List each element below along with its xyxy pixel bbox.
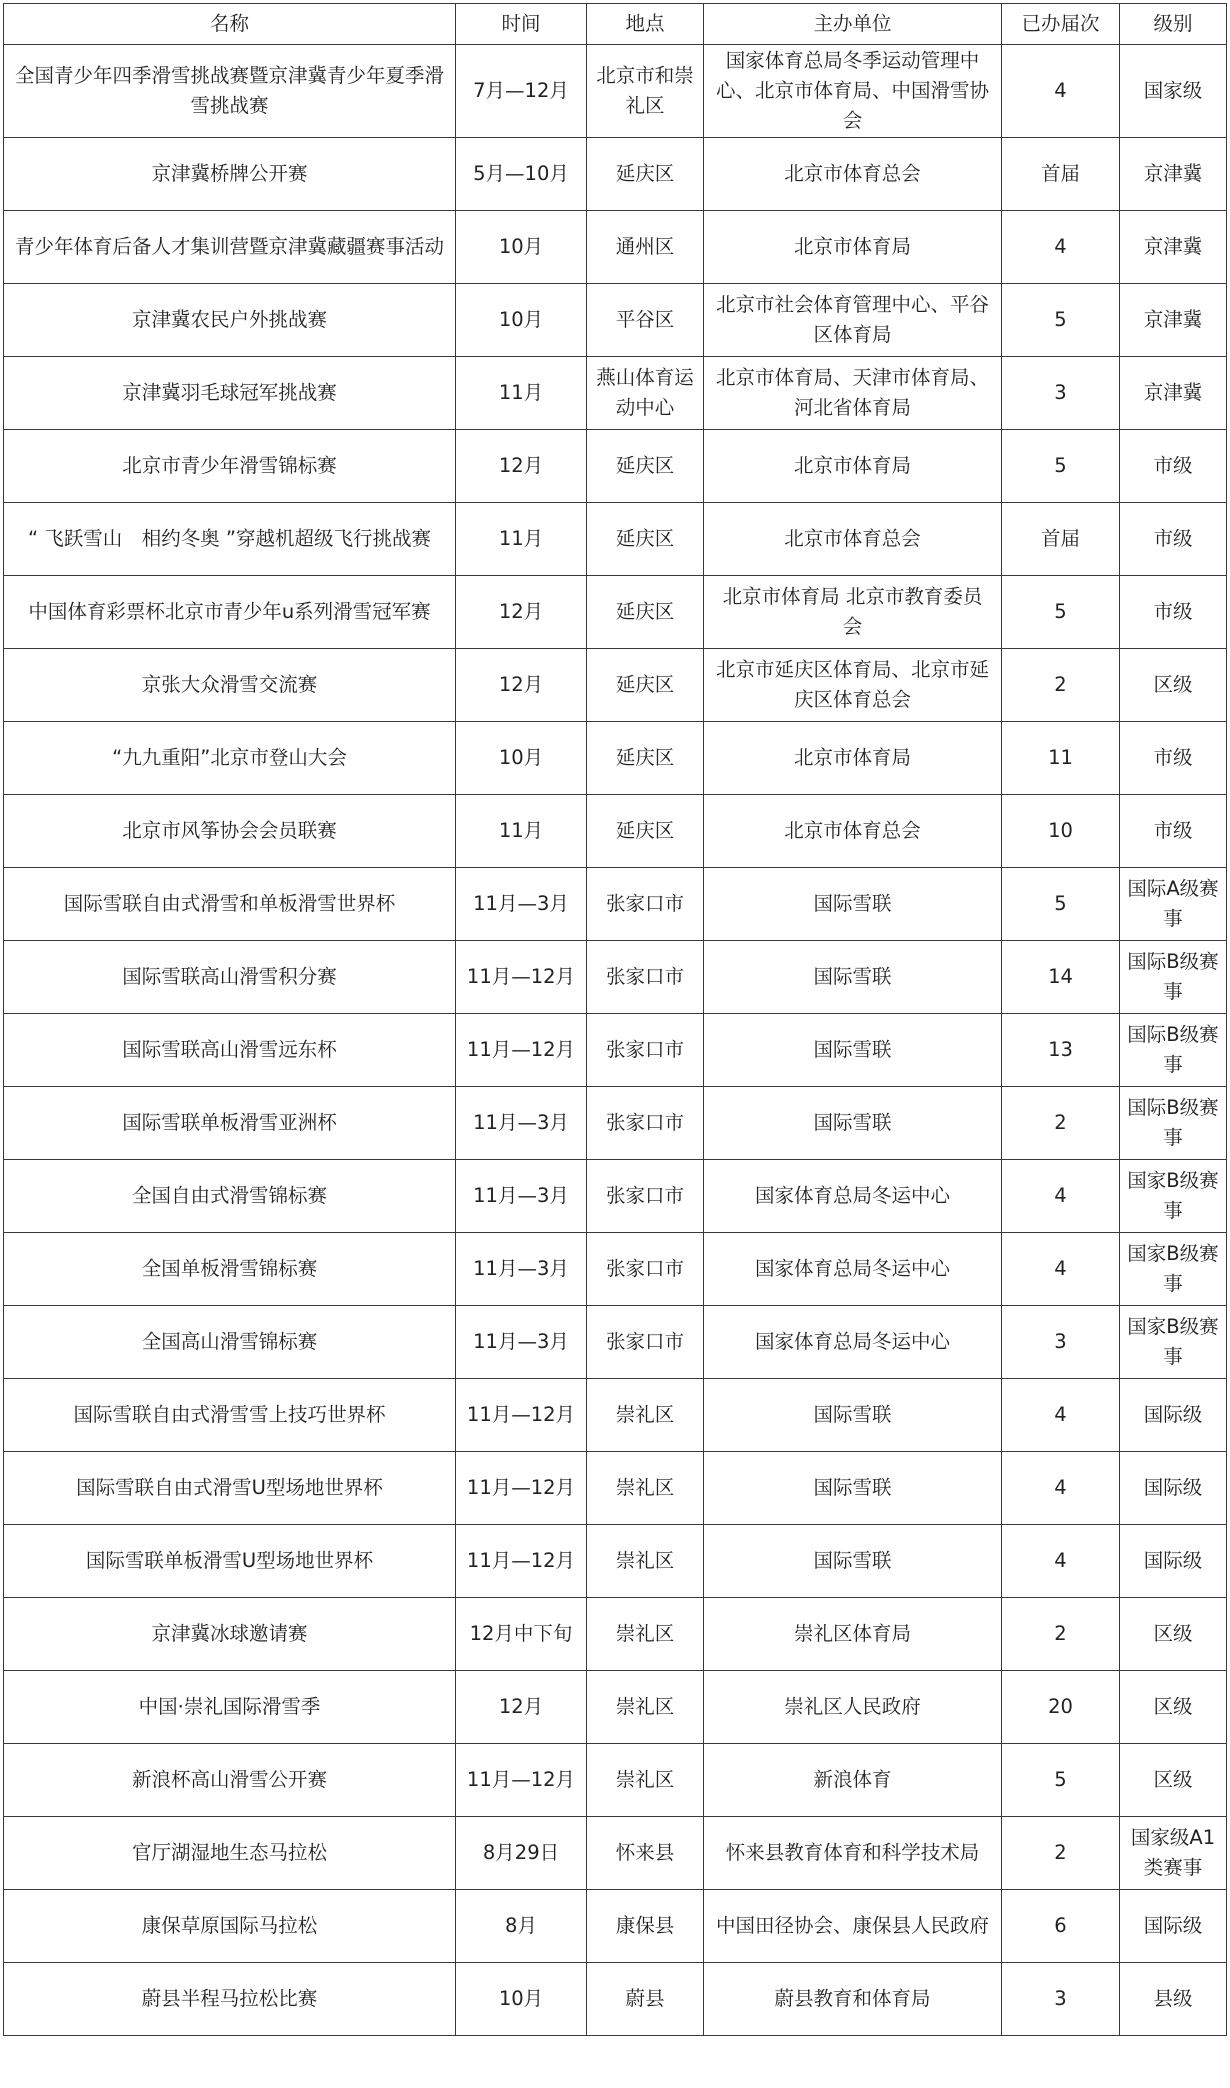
event-editions-cell: 4 xyxy=(1002,1233,1120,1306)
event-place-cell: 崇礼区 xyxy=(587,1379,704,1452)
event-place-cell: 通州区 xyxy=(587,211,704,284)
event-name-cell: 国际雪联自由式滑雪U型场地世界杯 xyxy=(4,1452,456,1525)
event-organizer-cell: 国际雪联 xyxy=(704,1014,1002,1087)
event-organizer-cell: 蔚县教育和体育局 xyxy=(704,1963,1002,2036)
event-name-cell: 官厅湖湿地生态马拉松 xyxy=(4,1817,456,1890)
event-organizer-cell: 北京市体育局 xyxy=(704,211,1002,284)
event-place-cell: 张家口市 xyxy=(587,1306,704,1379)
event-time-cell: 12月 xyxy=(456,430,587,503)
event-name-cell: 国际雪联高山滑雪积分赛 xyxy=(4,941,456,1014)
event-time-cell: 11月 xyxy=(456,357,587,430)
event-organizer-cell: 国家体育总局冬运中心 xyxy=(704,1160,1002,1233)
event-time-cell: 7月—12月 xyxy=(456,45,587,138)
event-place-cell: 张家口市 xyxy=(587,1160,704,1233)
event-place-cell: 延庆区 xyxy=(587,138,704,211)
event-editions-cell: 14 xyxy=(1002,941,1120,1014)
table-row xyxy=(4,1233,1227,1306)
event-name-cell: 京津冀桥牌公开赛 xyxy=(4,138,456,211)
event-time-cell: 10月 xyxy=(456,722,587,795)
table-row xyxy=(4,284,1227,357)
event-editions-cell: 2 xyxy=(1002,649,1120,722)
event-place-cell: 燕山体育运动中心 xyxy=(587,357,704,430)
event-editions-cell: 6 xyxy=(1002,1890,1120,1963)
table-row xyxy=(4,357,1227,430)
events-table xyxy=(3,3,1227,2036)
event-name-cell: 国际雪联单板滑雪亚洲杯 xyxy=(4,1087,456,1160)
event-organizer-cell: 北京市体育总会 xyxy=(704,138,1002,211)
event-level-cell: 国家B级赛事 xyxy=(1120,1233,1227,1306)
event-name-cell: 全国自由式滑雪锦标赛 xyxy=(4,1160,456,1233)
event-place-cell: 怀来县 xyxy=(587,1817,704,1890)
event-place-cell: 北京市和崇礼区 xyxy=(587,45,704,138)
event-organizer-cell: 崇礼区体育局 xyxy=(704,1598,1002,1671)
event-editions-cell: 4 xyxy=(1002,1160,1120,1233)
event-time-cell: 10月 xyxy=(456,211,587,284)
event-organizer-cell: 国际雪联 xyxy=(704,941,1002,1014)
header-level: 级别 xyxy=(1120,4,1227,45)
header-place: 地点 xyxy=(587,4,704,45)
event-level-cell: 区级 xyxy=(1120,649,1227,722)
event-place-cell: 平谷区 xyxy=(587,284,704,357)
table-body xyxy=(4,45,1227,2036)
event-level-cell: 国际B级赛事 xyxy=(1120,1014,1227,1087)
header-editions: 已办届次 xyxy=(1002,4,1120,45)
event-organizer-cell: 怀来县教育体育和科学技术局 xyxy=(704,1817,1002,1890)
table-row xyxy=(4,430,1227,503)
table-row xyxy=(4,1890,1227,1963)
event-place-cell: 崇礼区 xyxy=(587,1744,704,1817)
event-editions-cell: 首届 xyxy=(1002,503,1120,576)
table-row xyxy=(4,1525,1227,1598)
event-name-cell: 京张大众滑雪交流赛 xyxy=(4,649,456,722)
event-name-cell: 青少年体育后备人才集训营暨京津冀藏疆赛事活动 xyxy=(4,211,456,284)
event-editions-cell: 13 xyxy=(1002,1014,1120,1087)
event-time-cell: 11月—3月 xyxy=(456,1087,587,1160)
event-place-cell: 延庆区 xyxy=(587,649,704,722)
event-organizer-cell: 北京市体育局、天津市体育局、河北省体育局 xyxy=(704,357,1002,430)
event-organizer-cell: 北京市体育总会 xyxy=(704,795,1002,868)
event-editions-cell: 3 xyxy=(1002,1306,1120,1379)
event-place-cell: 康保县 xyxy=(587,1890,704,1963)
event-organizer-cell: 北京市体育总会 xyxy=(704,503,1002,576)
event-level-cell: 国际级 xyxy=(1120,1452,1227,1525)
event-level-cell: 国家B级赛事 xyxy=(1120,1160,1227,1233)
event-time-cell: 12月中下旬 xyxy=(456,1598,587,1671)
event-editions-cell: 5 xyxy=(1002,430,1120,503)
event-place-cell: 崇礼区 xyxy=(587,1525,704,1598)
event-level-cell: 京津冀 xyxy=(1120,357,1227,430)
event-time-cell: 12月 xyxy=(456,576,587,649)
event-place-cell: 张家口市 xyxy=(587,1233,704,1306)
event-time-cell: 11月—12月 xyxy=(456,1744,587,1817)
event-level-cell: 国际级 xyxy=(1120,1890,1227,1963)
event-level-cell: 京津冀 xyxy=(1120,138,1227,211)
event-level-cell: 国际B级赛事 xyxy=(1120,941,1227,1014)
event-place-cell: 张家口市 xyxy=(587,1014,704,1087)
event-place-cell: 延庆区 xyxy=(587,503,704,576)
event-place-cell: 延庆区 xyxy=(587,722,704,795)
event-name-cell: 北京市风筝协会会员联赛 xyxy=(4,795,456,868)
header-time: 时间 xyxy=(456,4,587,45)
event-name-cell: 全国单板滑雪锦标赛 xyxy=(4,1233,456,1306)
event-name-cell: “九九重阳”北京市登山大会 xyxy=(4,722,456,795)
event-editions-cell: 5 xyxy=(1002,284,1120,357)
event-name-cell: 国际雪联自由式滑雪和单板滑雪世界杯 xyxy=(4,868,456,941)
event-level-cell: 市级 xyxy=(1120,722,1227,795)
event-level-cell: 区级 xyxy=(1120,1744,1227,1817)
table-row xyxy=(4,1744,1227,1817)
event-place-cell: 延庆区 xyxy=(587,576,704,649)
event-editions-cell: 3 xyxy=(1002,357,1120,430)
table-row xyxy=(4,1379,1227,1452)
event-organizer-cell: 国际雪联 xyxy=(704,868,1002,941)
table-row xyxy=(4,868,1227,941)
event-editions-cell: 5 xyxy=(1002,868,1120,941)
event-editions-cell: 2 xyxy=(1002,1598,1120,1671)
event-level-cell: 京津冀 xyxy=(1120,211,1227,284)
event-place-cell: 张家口市 xyxy=(587,868,704,941)
event-place-cell: 延庆区 xyxy=(587,795,704,868)
event-editions-cell: 10 xyxy=(1002,795,1120,868)
table-row xyxy=(4,1087,1227,1160)
event-name-cell: “ 飞跃雪山 相约冬奥 ”穿越机超级飞行挑战赛 xyxy=(4,503,456,576)
event-level-cell: 京津冀 xyxy=(1120,284,1227,357)
table-row xyxy=(4,1817,1227,1890)
table-row xyxy=(4,1160,1227,1233)
event-level-cell: 国家级 xyxy=(1120,45,1227,138)
event-name-cell: 京津冀农民户外挑战赛 xyxy=(4,284,456,357)
event-time-cell: 11月—12月 xyxy=(456,941,587,1014)
table-row xyxy=(4,795,1227,868)
event-level-cell: 国际级 xyxy=(1120,1379,1227,1452)
event-editions-cell: 4 xyxy=(1002,211,1120,284)
event-editions-cell: 4 xyxy=(1002,45,1120,138)
event-editions-cell: 首届 xyxy=(1002,138,1120,211)
event-editions-cell: 11 xyxy=(1002,722,1120,795)
event-level-cell: 市级 xyxy=(1120,430,1227,503)
event-name-cell: 新浪杯高山滑雪公开赛 xyxy=(4,1744,456,1817)
event-time-cell: 11月—12月 xyxy=(456,1014,587,1087)
event-place-cell: 崇礼区 xyxy=(587,1671,704,1744)
event-time-cell: 11月—12月 xyxy=(456,1525,587,1598)
event-time-cell: 11月—3月 xyxy=(456,868,587,941)
header-name: 名称 xyxy=(4,4,456,45)
event-name-cell: 国际雪联单板滑雪U型场地世界杯 xyxy=(4,1525,456,1598)
event-editions-cell: 5 xyxy=(1002,576,1120,649)
table-row xyxy=(4,1598,1227,1671)
event-name-cell: 蔚县半程马拉松比赛 xyxy=(4,1963,456,2036)
table-header xyxy=(4,4,1227,45)
event-place-cell: 张家口市 xyxy=(587,941,704,1014)
event-level-cell: 县级 xyxy=(1120,1963,1227,2036)
event-time-cell: 12月 xyxy=(456,649,587,722)
table-row xyxy=(4,138,1227,211)
event-name-cell: 国际雪联高山滑雪远东杯 xyxy=(4,1014,456,1087)
event-editions-cell: 3 xyxy=(1002,1963,1120,2036)
event-name-cell: 中国·崇礼国际滑雪季 xyxy=(4,1671,456,1744)
event-organizer-cell: 北京市体育局 xyxy=(704,722,1002,795)
header-organizer: 主办单位 xyxy=(704,4,1002,45)
event-time-cell: 11月—3月 xyxy=(456,1306,587,1379)
table-row xyxy=(4,503,1227,576)
event-level-cell: 市级 xyxy=(1120,576,1227,649)
table-row xyxy=(4,211,1227,284)
event-organizer-cell: 国际雪联 xyxy=(704,1525,1002,1598)
event-name-cell: 全国高山滑雪锦标赛 xyxy=(4,1306,456,1379)
event-name-cell: 全国青少年四季滑雪挑战赛暨京津冀青少年夏季滑雪挑战赛 xyxy=(4,45,456,138)
event-time-cell: 11月 xyxy=(456,503,587,576)
event-time-cell: 11月—12月 xyxy=(456,1379,587,1452)
header-row xyxy=(4,4,1227,45)
event-place-cell: 蔚县 xyxy=(587,1963,704,2036)
table-row xyxy=(4,941,1227,1014)
event-organizer-cell: 国家体育总局冬运中心 xyxy=(704,1306,1002,1379)
event-time-cell: 11月 xyxy=(456,795,587,868)
event-editions-cell: 4 xyxy=(1002,1452,1120,1525)
event-level-cell: 国家B级赛事 xyxy=(1120,1306,1227,1379)
event-name-cell: 北京市青少年滑雪锦标赛 xyxy=(4,430,456,503)
event-level-cell: 市级 xyxy=(1120,503,1227,576)
event-time-cell: 10月 xyxy=(456,1963,587,2036)
event-editions-cell: 4 xyxy=(1002,1525,1120,1598)
event-time-cell: 11月—3月 xyxy=(456,1160,587,1233)
event-organizer-cell: 国际雪联 xyxy=(704,1452,1002,1525)
event-organizer-cell: 国家体育总局冬运中心 xyxy=(704,1233,1002,1306)
event-editions-cell: 2 xyxy=(1002,1087,1120,1160)
event-editions-cell: 4 xyxy=(1002,1379,1120,1452)
table-row xyxy=(4,1306,1227,1379)
event-time-cell: 8月29日 xyxy=(456,1817,587,1890)
event-organizer-cell: 崇礼区人民政府 xyxy=(704,1671,1002,1744)
event-organizer-cell: 北京市社会体育管理中心、平谷区体育局 xyxy=(704,284,1002,357)
event-level-cell: 国际A级赛事 xyxy=(1120,868,1227,941)
event-level-cell: 区级 xyxy=(1120,1598,1227,1671)
event-place-cell: 崇礼区 xyxy=(587,1452,704,1525)
table-row xyxy=(4,649,1227,722)
event-time-cell: 8月 xyxy=(456,1890,587,1963)
event-time-cell: 5月—10月 xyxy=(456,138,587,211)
event-time-cell: 11月—3月 xyxy=(456,1233,587,1306)
table-row xyxy=(4,1963,1227,2036)
event-organizer-cell: 北京市体育局 北京市教育委员会 xyxy=(704,576,1002,649)
table-row xyxy=(4,1452,1227,1525)
event-place-cell: 张家口市 xyxy=(587,1087,704,1160)
event-place-cell: 延庆区 xyxy=(587,430,704,503)
event-organizer-cell: 中国田径协会、康保县人民政府 xyxy=(704,1890,1002,1963)
event-level-cell: 国际级 xyxy=(1120,1525,1227,1598)
event-name-cell: 康保草原国际马拉松 xyxy=(4,1890,456,1963)
table-row xyxy=(4,576,1227,649)
event-level-cell: 市级 xyxy=(1120,795,1227,868)
event-time-cell: 11月—12月 xyxy=(456,1452,587,1525)
event-level-cell: 国家级A1类赛事 xyxy=(1120,1817,1227,1890)
event-level-cell: 国际B级赛事 xyxy=(1120,1087,1227,1160)
event-name-cell: 京津冀冰球邀请赛 xyxy=(4,1598,456,1671)
event-name-cell: 京津冀羽毛球冠军挑战赛 xyxy=(4,357,456,430)
event-organizer-cell: 北京市延庆区体育局、北京市延庆区体育总会 xyxy=(704,649,1002,722)
event-time-cell: 12月 xyxy=(456,1671,587,1744)
event-organizer-cell: 国家体育总局冬季运动管理中心、北京市体育局、中国滑雪协会 xyxy=(704,45,1002,138)
event-organizer-cell: 新浪体育 xyxy=(704,1744,1002,1817)
event-organizer-cell: 国际雪联 xyxy=(704,1087,1002,1160)
table-row xyxy=(4,1014,1227,1087)
event-organizer-cell: 北京市体育局 xyxy=(704,430,1002,503)
event-name-cell: 中国体育彩票杯北京市青少年u系列滑雪冠军赛 xyxy=(4,576,456,649)
event-editions-cell: 5 xyxy=(1002,1744,1120,1817)
table-row xyxy=(4,1671,1227,1744)
event-time-cell: 10月 xyxy=(456,284,587,357)
event-level-cell: 区级 xyxy=(1120,1671,1227,1744)
table-row xyxy=(4,722,1227,795)
event-organizer-cell: 国际雪联 xyxy=(704,1379,1002,1452)
event-name-cell: 国际雪联自由式滑雪雪上技巧世界杯 xyxy=(4,1379,456,1452)
event-place-cell: 崇礼区 xyxy=(587,1598,704,1671)
event-editions-cell: 2 xyxy=(1002,1817,1120,1890)
table-row xyxy=(4,45,1227,138)
event-editions-cell: 20 xyxy=(1002,1671,1120,1744)
